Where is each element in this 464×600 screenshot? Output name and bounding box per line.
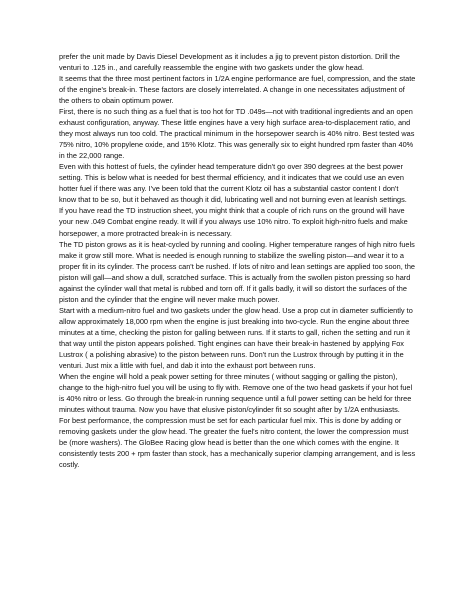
paragraph-2: It seems that the three most pertinent factors in 1/2A engine performance are fuel, compression, and the state of the engine's break-in. These factors are closely interrelated. A change in one necessitates adjustment of the others to obain optimum power.: [59, 74, 416, 106]
document-page: [59, 51, 416, 470]
paragraph-8: When the engine will hold a peak power setting for three minutes ( without sagging or galling the piston), change to the high-nitro fuel you will be using to fly with. Remove one of the two head gaskets if your hot fuel is 40% nitro or less. Go through the break-in running sequence until a full power setting can be held for three minutes without trauma. Now you have that elusive piston/cylinder fit so sought after by 1/2A enthusiasts.: [59, 371, 413, 414]
paragraph-9: For best performance, the compression must be set for each particular fuel mix. This is done by adding or removing gaskets under the glow head. The greater the fuel's nitro content, the lower the compression must be (more washers). The GloBee Racing glow head is better than the one which comes with the engine. It consistently tests 200 + rpm faster than stock, has a mechanically superior clamping arrangement, and is less costly.: [59, 416, 416, 470]
paragraph-6: The TD piston grows as it is heat-cycled by running and cooling. Higher temperature ranges of high nitro fuels make it grow still more. What is needed is enough running to stabilize the swelling piston—and wear it to a proper fit in its cylinder. The process can't be rushed. If lots of nitro and lean settings are applied too soon, the piston will gall—and show a dull, scratched surface. This is actually from the swollen piston pressing so hard against the cylinder wall that metal is rubbed and torn off. If it galls badly, it will so distort the surfaces of the piston and the cylinder that the engine will never make much power.: [59, 239, 416, 304]
paragraph-7: Start with a medium-nitro fuel and two gaskets under the glow head. Use a prop cut in diameter sufficiently to allow approximately 18,000 rpm when the engine is just breaking into two-cycle. Run the engine about three minutes at a time, checking the piston for galling between runs. If it starts to gall, richen the setting and run it that way until the piston appears polished. Tight engines can have their break-in hastened by applying Fox Lustrox ( a polishing abrasive) to the piston between runs. Don't run the Lustrox through by putting it in the venturi. Just mix a little with fuel, and dab it into the exhaust port between runs.: [59, 305, 413, 370]
paragraph-1: prefer the unit made by Davis Diesel Development as it includes a jig to prevent piston distortion. Drill the venturi to .125 in., and carefully reassemble the engine with two gaskets under the glow head.: [59, 52, 400, 73]
paragraph-3: First, there is no such thing as a fuel that is too hot for TD .049s—not with traditional ingredients and an open exhaust configuration, anyway. These little engines have a very high surface area-to-displacement ratio, and they most always run too cold. The practical minimum in the horsepower search is 40% nitro. Best tested was 75% nitro, 10% propylene oxide, and 15% Klotz. This was generally six to eight hundred rpm faster than 40% in the 22,000 range.: [59, 107, 415, 161]
paragraph-5: If you have read the TD instruction sheet, you might think that a couple of rich runs on the ground will have your new .049 Combat engine ready. It will if you always use 10% nitro. To exploit high-nitro fuels and make horsepower, a more protracted break-in is necessary.: [59, 206, 408, 238]
paragraph-4: Even with this hottest of fuels, the cylinder head temperature didn't go over 390 degrees at the best power setting. This is below what is needed for best thermal efficiency, and it indicates that we could use an even hotter fuel if there was any. I've been told that the current Klotz oil has a substantial castor content I don't know that to be so, but it behaved as though it did, lubricating well and not burning even at leanish settings.: [59, 162, 407, 205]
